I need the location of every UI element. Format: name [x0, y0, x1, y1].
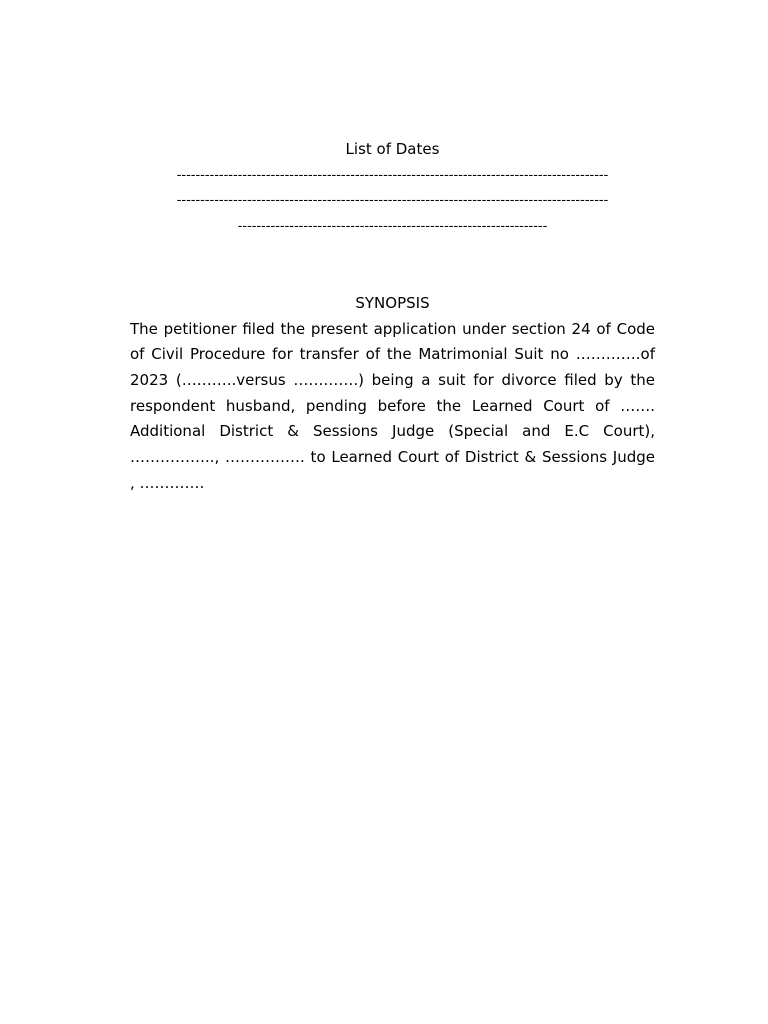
synopsis-heading: SYNOPSIS	[355, 293, 430, 312]
spacer	[130, 240, 655, 291]
document-content	[130, 137, 655, 496]
dash-line: --------------------------------------------------------------------------------------------	[176, 167, 609, 183]
list-of-dates-heading: List of Dates	[345, 140, 440, 158]
synopsis-paragraph: The petitioner filed the present application under section 24 of Code of Civil Procedure for transfer of the Matrimonial Suit no ………….of 2023 (………..versus ………….) being a suit for divorce filed by the respondent husband, pending before the Learned Court of ……. Additional District & Sessions Judge (Special and E.C Court), …………….., ……………. to Learned Court of District & Sessions Judge , ………….	[130, 319, 655, 492]
dash-line: ------------------------------------------------------------------	[237, 219, 548, 235]
dash-line: --------------------------------------------------------------------------------------------	[176, 193, 609, 209]
